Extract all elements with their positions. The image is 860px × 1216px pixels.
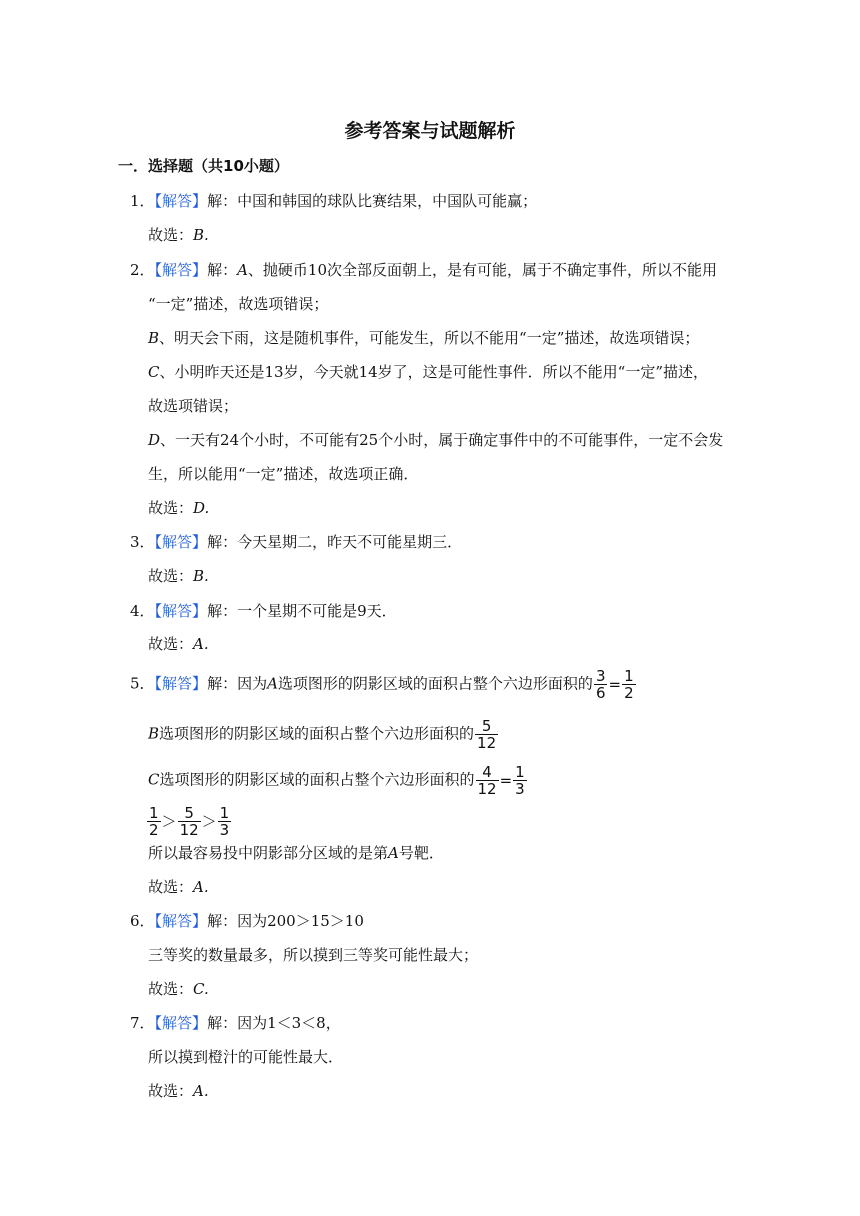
q6-number: 6． xyxy=(130,912,155,930)
q6-line-2: 三等奖的数量最多，所以摸到三等奖可能性最大； xyxy=(148,946,479,964)
q1-text: 解：中国和韩国的球队比赛结果，中国队可能赢； xyxy=(207,192,538,210)
answer-prefix: 故选： xyxy=(148,567,194,585)
q3-text: 解：今天星期二，昨天不可能星期三． xyxy=(207,533,463,551)
q1-number: 1． xyxy=(130,192,155,210)
equals-sign: = xyxy=(608,675,622,694)
equals-sign: = xyxy=(499,771,513,790)
option-c: C xyxy=(148,770,160,789)
q4-line-1 xyxy=(130,601,397,621)
fraction-5-12 xyxy=(178,805,201,838)
q2-text-c: 、小明昨天还是13岁，今天就14岁了，这是可能性事件．所以不能用“一定”描述， xyxy=(159,363,708,381)
option-b: B xyxy=(148,724,160,743)
numerator: 4 xyxy=(476,764,499,781)
q2-text-lead: 解： xyxy=(207,261,238,279)
q4-answer-tag: 【解答】 xyxy=(154,602,208,620)
q2-line-4 xyxy=(148,362,708,382)
denominator: 3 xyxy=(515,780,525,798)
q2-line-1 xyxy=(130,260,717,280)
answer-choice: A. xyxy=(193,1082,209,1100)
answer-prefix: 故选： xyxy=(148,635,194,653)
numerator: 1 xyxy=(219,804,230,822)
fraction-3-6 xyxy=(594,668,608,701)
denominator: 2 xyxy=(149,821,159,839)
fraction-1-3 xyxy=(218,805,232,838)
q2-number: 2． xyxy=(130,261,155,279)
q7-answer-tag: 【解答】 xyxy=(154,1014,208,1032)
q2-line-5: 故选项错误； xyxy=(148,397,239,415)
answer-prefix: 故选： xyxy=(148,226,194,244)
fraction-1-3 xyxy=(513,764,527,797)
q5-conclusion-tail: 号靶． xyxy=(398,844,444,862)
greater-than-sign: ＞ xyxy=(161,812,177,831)
q3-answer xyxy=(148,566,209,586)
answer-prefix: 故选： xyxy=(148,1082,194,1100)
q6-text: 解：因为200＞15＞10 xyxy=(207,912,364,930)
answer-choice: C. xyxy=(193,980,209,998)
q6-answer-tag: 【解答】 xyxy=(154,912,208,930)
q2-line-2: “一定”描述，故选项错误； xyxy=(148,295,329,313)
fraction-1-2 xyxy=(147,805,161,838)
numerator: 5 xyxy=(178,805,201,822)
denominator: 6 xyxy=(595,684,606,702)
numerator: 1 xyxy=(624,667,634,685)
q4-text: 解：一个星期不可能是9天． xyxy=(207,602,397,620)
section-heading: 一．选择题（共10小题） xyxy=(118,157,289,175)
option-c: C xyxy=(148,363,160,381)
answer-choice: B. xyxy=(193,567,209,585)
q2-line-6 xyxy=(148,430,723,450)
numerator: 1 xyxy=(515,763,525,781)
q2-text-d: 、一天有24个小时，不可能有25个小时，属于确定事件中的不可能事件，一定不会发 xyxy=(160,431,724,449)
answer-prefix: 故选： xyxy=(148,878,194,896)
q1-line-1 xyxy=(130,191,537,211)
q2-text-a: 、抛硬币10次全部反面朝上，是有可能，属于不确定事件，所以不能用 xyxy=(247,261,718,279)
q5-number: 5． xyxy=(130,674,155,693)
denominator: 12 xyxy=(477,734,497,752)
q5-answer xyxy=(148,877,209,897)
q7-line-2: 所以摸到橙汁的可能性最大． xyxy=(148,1048,344,1066)
denominator: 2 xyxy=(624,684,634,702)
q5-text-lead: 解：因为 xyxy=(207,674,268,693)
q5-line-2 xyxy=(148,718,499,751)
q5-line-5 xyxy=(148,843,444,863)
option-b: B xyxy=(148,329,160,347)
q5-text-c: 选项图形的阴影区域的面积占整个六边形面积的 xyxy=(159,770,475,789)
q4-number: 4． xyxy=(130,602,155,620)
numerator: 3 xyxy=(595,667,606,685)
option-a: A xyxy=(267,674,278,693)
q2-line-3 xyxy=(148,328,699,348)
answer-choice: A. xyxy=(193,878,209,896)
q3-answer-tag: 【解答】 xyxy=(154,533,208,551)
q7-line-1 xyxy=(130,1013,341,1033)
answer-prefix: 故选： xyxy=(148,499,194,517)
q5-answer-tag: 【解答】 xyxy=(154,674,208,693)
q2-line-7: 生，所以能用“一定”描述，故选项正确． xyxy=(148,465,419,483)
q2-answer xyxy=(148,498,209,518)
q5-conclusion-lead: 所以最容易投中阴影部分区域的是第 xyxy=(148,844,389,862)
q6-answer xyxy=(148,979,209,999)
q3-line-1 xyxy=(130,532,462,552)
q1-answer-tag: 【解答】 xyxy=(154,192,208,210)
q2-answer-tag: 【解答】 xyxy=(154,261,208,279)
q5-line-1 xyxy=(130,668,637,701)
fraction-5-12 xyxy=(475,718,498,751)
greater-than-sign: ＞ xyxy=(201,812,217,831)
q7-number: 7． xyxy=(130,1014,155,1032)
q5-line-3 xyxy=(148,764,528,797)
option-a: A xyxy=(237,261,248,279)
q7-text: 解：因为1＜3＜8， xyxy=(207,1014,341,1032)
fraction-1-2 xyxy=(622,668,636,701)
numerator: 5 xyxy=(475,718,498,735)
answer-choice: D. xyxy=(193,499,210,517)
page-title: 参考答案与试题解析 xyxy=(344,120,516,142)
q2-text-b: 、明天会下雨，这是随机事件，可能发生，所以不能用“一定”描述，故选项错误； xyxy=(159,329,700,347)
denominator: 12 xyxy=(179,821,199,839)
option-d: D xyxy=(148,431,161,449)
q5-text-b: 选项图形的阴影区域的面积占整个六边形面积的 xyxy=(159,724,475,743)
q6-line-1 xyxy=(130,911,364,931)
answer-choice: A. xyxy=(193,635,209,653)
fraction-4-12 xyxy=(476,764,499,797)
answer-choice: B. xyxy=(193,226,209,244)
q5-text-a: 选项图形的阴影区域的面积占整个六边形面积的 xyxy=(277,674,593,693)
numerator: 1 xyxy=(149,804,159,822)
denominator: 12 xyxy=(477,780,497,798)
denominator: 3 xyxy=(219,821,230,839)
q1-answer xyxy=(148,225,209,245)
q3-number: 3． xyxy=(130,533,155,551)
option-a: A xyxy=(388,844,399,862)
answer-prefix: 故选： xyxy=(148,980,194,998)
q4-answer xyxy=(148,634,209,654)
q5-comparison xyxy=(146,805,232,838)
q7-answer xyxy=(148,1081,209,1101)
